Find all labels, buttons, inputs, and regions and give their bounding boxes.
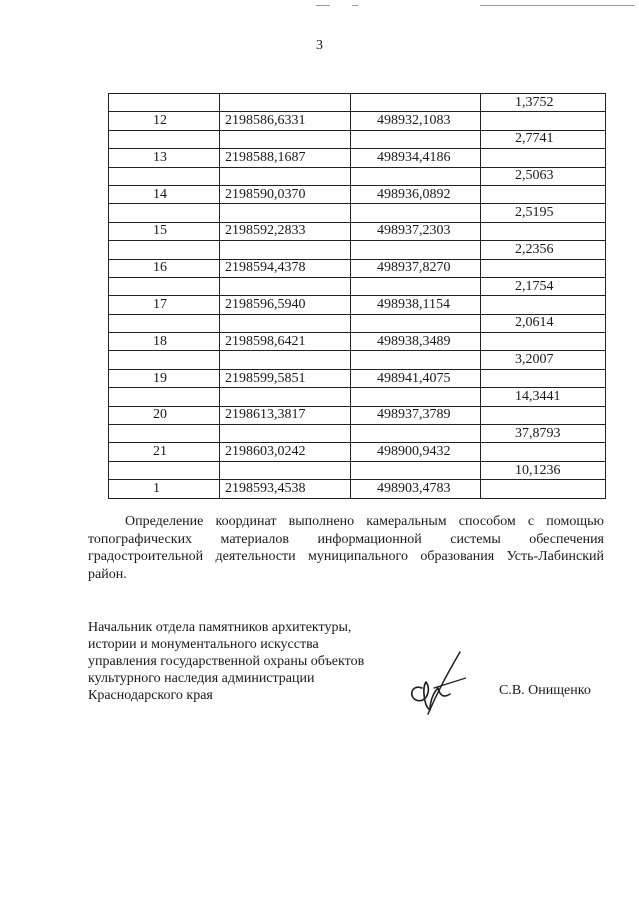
y-coordinate-cell xyxy=(351,241,481,259)
distance-cell: 2,0614 xyxy=(481,314,606,332)
x-coordinate-cell: 2198594,4378 xyxy=(220,259,351,277)
signer-name: С.В. Онищенко xyxy=(499,683,591,698)
y-coordinate-cell xyxy=(351,204,481,222)
x-coordinate-cell xyxy=(220,241,351,259)
point-number-cell xyxy=(109,461,220,479)
distance-cell: 2,7741 xyxy=(481,130,606,148)
table-row xyxy=(109,369,606,387)
point-number-cell: 19 xyxy=(109,369,220,387)
distance-cell: 2,2356 xyxy=(481,241,606,259)
distance-cell xyxy=(481,149,606,167)
point-number-cell xyxy=(109,130,220,148)
y-coordinate-cell xyxy=(351,167,481,185)
y-coordinate-cell xyxy=(351,425,481,443)
point-number-cell xyxy=(109,388,220,406)
point-number-cell xyxy=(109,351,220,369)
y-coordinate-cell xyxy=(351,461,481,479)
x-coordinate-cell: 2198593,4538 xyxy=(220,480,351,498)
position-line: культурного наследия администрации xyxy=(88,671,315,686)
handwritten-signature xyxy=(400,648,466,716)
point-number-cell xyxy=(109,241,220,259)
x-coordinate-cell: 2198603,0242 xyxy=(220,443,351,461)
y-coordinate-cell: 498932,1083 xyxy=(351,112,481,130)
x-coordinate-cell xyxy=(220,94,351,112)
x-coordinate-cell: 2198586,6331 xyxy=(220,112,351,130)
point-number-cell xyxy=(109,167,220,185)
x-coordinate-cell: 2198592,2833 xyxy=(220,222,351,240)
distance-cell: 2,5063 xyxy=(481,167,606,185)
table-row xyxy=(109,94,606,112)
y-coordinate-cell xyxy=(351,314,481,332)
point-number-cell: 20 xyxy=(109,406,220,424)
signatory-position xyxy=(88,619,408,704)
distance-cell xyxy=(481,296,606,314)
distance-cell xyxy=(481,222,606,240)
x-coordinate-cell xyxy=(220,277,351,295)
point-number-cell: 21 xyxy=(109,443,220,461)
method-paragraph xyxy=(88,513,604,583)
x-coordinate-cell: 2198590,0370 xyxy=(220,185,351,203)
table-row xyxy=(109,425,606,443)
table-row xyxy=(109,112,606,130)
distance-cell xyxy=(481,480,606,498)
x-coordinate-cell: 2198613,3817 xyxy=(220,406,351,424)
distance-cell: 2,5195 xyxy=(481,204,606,222)
y-coordinate-cell: 498903,4783 xyxy=(351,480,481,498)
x-coordinate-cell xyxy=(220,425,351,443)
point-number-cell xyxy=(109,204,220,222)
table-row xyxy=(109,388,606,406)
point-number-cell: 18 xyxy=(109,333,220,351)
distance-cell xyxy=(481,333,606,351)
point-number-cell xyxy=(109,425,220,443)
distance-cell xyxy=(481,112,606,130)
distance-cell: 2,1754 xyxy=(481,277,606,295)
y-coordinate-cell: 498941,4075 xyxy=(351,369,481,387)
page-number: 3 xyxy=(316,38,323,53)
table-row xyxy=(109,351,606,369)
x-coordinate-cell xyxy=(220,130,351,148)
position-line: Начальник отдела памятников архитектуры, xyxy=(88,620,352,635)
distance-cell: 3,2007 xyxy=(481,351,606,369)
x-coordinate-cell xyxy=(220,314,351,332)
x-coordinate-cell xyxy=(220,388,351,406)
x-coordinate-cell: 2198588,1687 xyxy=(220,149,351,167)
distance-cell: 37,8793 xyxy=(481,425,606,443)
y-coordinate-cell xyxy=(351,351,481,369)
top-scan-marks xyxy=(0,2,639,8)
distance-cell xyxy=(481,443,606,461)
y-coordinate-cell: 498936,0892 xyxy=(351,185,481,203)
table-row xyxy=(109,406,606,424)
position-line: истории и монументального искусства xyxy=(88,637,319,652)
point-number-cell: 17 xyxy=(109,296,220,314)
y-coordinate-cell: 498937,3789 xyxy=(351,406,481,424)
y-coordinate-cell: 498938,1154 xyxy=(351,296,481,314)
coordinates-table xyxy=(108,93,606,499)
y-coordinate-cell: 498900,9432 xyxy=(351,443,481,461)
point-number-cell: 16 xyxy=(109,259,220,277)
x-coordinate-cell xyxy=(220,204,351,222)
y-coordinate-cell: 498937,8270 xyxy=(351,259,481,277)
x-coordinate-cell xyxy=(220,461,351,479)
y-coordinate-cell xyxy=(351,388,481,406)
distance-cell xyxy=(481,406,606,424)
table-row xyxy=(109,259,606,277)
table-row xyxy=(109,314,606,332)
table-row xyxy=(109,130,606,148)
coordinates-table-body xyxy=(109,94,606,499)
point-number-cell: 1 xyxy=(109,480,220,498)
distance-cell xyxy=(481,369,606,387)
table-row xyxy=(109,443,606,461)
y-coordinate-cell: 498938,3489 xyxy=(351,333,481,351)
table-row xyxy=(109,222,606,240)
distance-cell: 1,3752 xyxy=(481,94,606,112)
x-coordinate-cell: 2198599,5851 xyxy=(220,369,351,387)
method-paragraph-text: Определение координат выполнено камеральным способом с помощью топографических материалов информационной системы обеспечения градостроительной деятельности муниципального образования Усть-Лабинский район. xyxy=(88,514,604,582)
x-coordinate-cell xyxy=(220,167,351,185)
y-coordinate-cell: 498937,2303 xyxy=(351,222,481,240)
x-coordinate-cell: 2198598,6421 xyxy=(220,333,351,351)
table-row xyxy=(109,204,606,222)
x-coordinate-cell: 2198596,5940 xyxy=(220,296,351,314)
position-line: управления государственной охраны объектов xyxy=(88,654,365,669)
table-row xyxy=(109,480,606,498)
point-number-cell: 14 xyxy=(109,185,220,203)
y-coordinate-cell: 498934,4186 xyxy=(351,149,481,167)
table-row xyxy=(109,241,606,259)
table-row xyxy=(109,296,606,314)
table-row xyxy=(109,149,606,167)
table-row xyxy=(109,277,606,295)
table-row xyxy=(109,185,606,203)
y-coordinate-cell xyxy=(351,130,481,148)
point-number-cell xyxy=(109,314,220,332)
table-row xyxy=(109,461,606,479)
point-number-cell: 12 xyxy=(109,112,220,130)
position-line: Краснодарского края xyxy=(88,688,213,703)
distance-cell xyxy=(481,185,606,203)
table-row xyxy=(109,167,606,185)
y-coordinate-cell xyxy=(351,94,481,112)
point-number-cell: 13 xyxy=(109,149,220,167)
point-number-cell: 15 xyxy=(109,222,220,240)
x-coordinate-cell xyxy=(220,351,351,369)
table-row xyxy=(109,333,606,351)
distance-cell: 10,1236 xyxy=(481,461,606,479)
point-number-cell xyxy=(109,94,220,112)
distance-cell: 14,3441 xyxy=(481,388,606,406)
point-number-cell xyxy=(109,277,220,295)
distance-cell xyxy=(481,259,606,277)
y-coordinate-cell xyxy=(351,277,481,295)
